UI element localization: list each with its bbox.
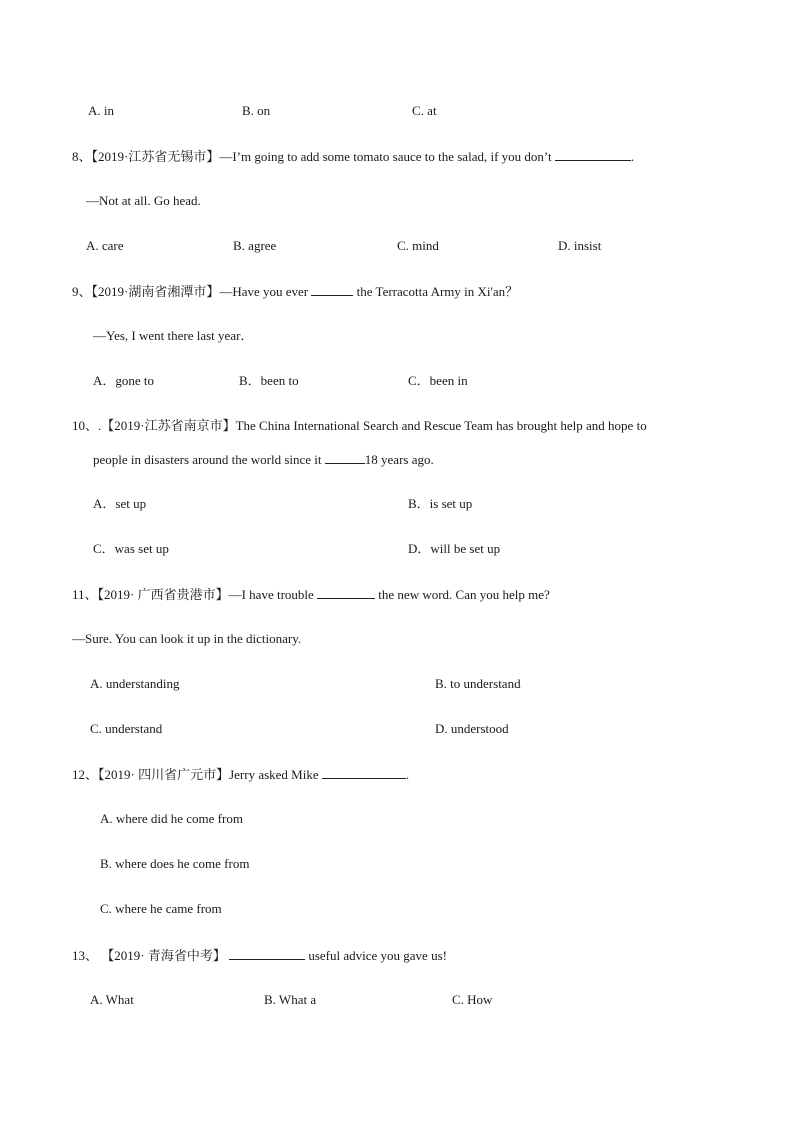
q13-option-c: C. How: [452, 992, 493, 1007]
q12-stem: [72, 766, 409, 783]
q9-stem-prefix: 9、【2019·湖南省湘潭市】—Have you ever: [72, 284, 309, 299]
q13-option-a: A. What: [90, 992, 134, 1007]
q9-blank: [311, 283, 353, 296]
q11-stem-prefix: 11、【2019· 广西省贵港市】—I have trouble: [72, 587, 314, 602]
q12-stem-suffix: .: [405, 767, 410, 782]
q8-option-d: D. insist: [558, 238, 602, 253]
q11-stem-suffix: the new word. Can you help me?: [378, 587, 550, 602]
q12-stem-prefix: 12、【2019· 四川省广元市】Jerry asked Mike: [72, 767, 319, 782]
q8-option-c: C. mind: [397, 238, 439, 253]
q8-option-a: A. care: [86, 238, 124, 253]
q13-option-b: B. What a: [264, 992, 317, 1007]
q11-reply: —Sure. You can look it up in the dictionary.: [72, 631, 302, 646]
q13-stem-prefix: 13、 【2019· 青海省中考】: [72, 948, 226, 963]
q10-option-c: C．was set up: [93, 541, 169, 556]
q8-stem-prefix: 8、【2019·江苏省无锡市】—I’m going to add some tomato sauce to the salad, if you don’t: [72, 149, 552, 164]
q10-option-a: A．set up: [93, 496, 147, 511]
q9-reply: —Yes, I went there last year．: [93, 328, 254, 343]
q8-blank: [555, 148, 631, 161]
q11-option-a: A. understanding: [90, 676, 180, 691]
q8-stem: [72, 148, 634, 165]
q10-stem-line2: [93, 451, 434, 468]
q10-stem-prefix: people in disasters around the world since it: [93, 452, 322, 467]
q7-option-c: C. at: [412, 103, 437, 118]
q9-option-c: C．been in: [408, 373, 468, 388]
q13-blank: [229, 947, 305, 960]
q10-stem-line1: 10、.【2019·江苏省南京市】The China International Search and Rescue Team has brought help and hope to: [72, 418, 647, 433]
q10-stem-suffix: 18 years ago.: [364, 452, 434, 467]
q12-blank: [322, 766, 406, 779]
q11-stem: [72, 586, 550, 603]
q10-option-d: D．will be set up: [408, 541, 501, 556]
q12-option-c: C. where he came from: [100, 901, 222, 916]
q11-option-b: B. to understand: [435, 676, 521, 691]
q8-reply: —Not at all. Go head.: [86, 193, 201, 208]
q10-blank: [325, 451, 365, 464]
q7-option-a: A. in: [88, 103, 114, 118]
q8-stem-suffix: .: [630, 149, 635, 164]
q12-option-a: A. where did he come from: [100, 811, 243, 826]
q11-option-d: D. understood: [435, 721, 509, 736]
q9-option-a: A．gone to: [93, 373, 155, 388]
q13-stem: [72, 947, 447, 964]
q10-option-b: B．is set up: [408, 496, 473, 511]
q7-option-b: B. on: [242, 103, 271, 118]
q12-option-b: B. where does he come from: [100, 856, 250, 871]
q9-option-b: B．been to: [239, 373, 299, 388]
q9-stem-suffix: the Terracotta Army in Xi'an？: [356, 284, 519, 299]
q9-stem: [72, 283, 518, 300]
q11-blank: [317, 586, 375, 599]
q13-stem-suffix: useful advice you gave us!: [308, 948, 447, 963]
q8-option-b: B. agree: [233, 238, 277, 253]
q11-option-c: C. understand: [90, 721, 163, 736]
